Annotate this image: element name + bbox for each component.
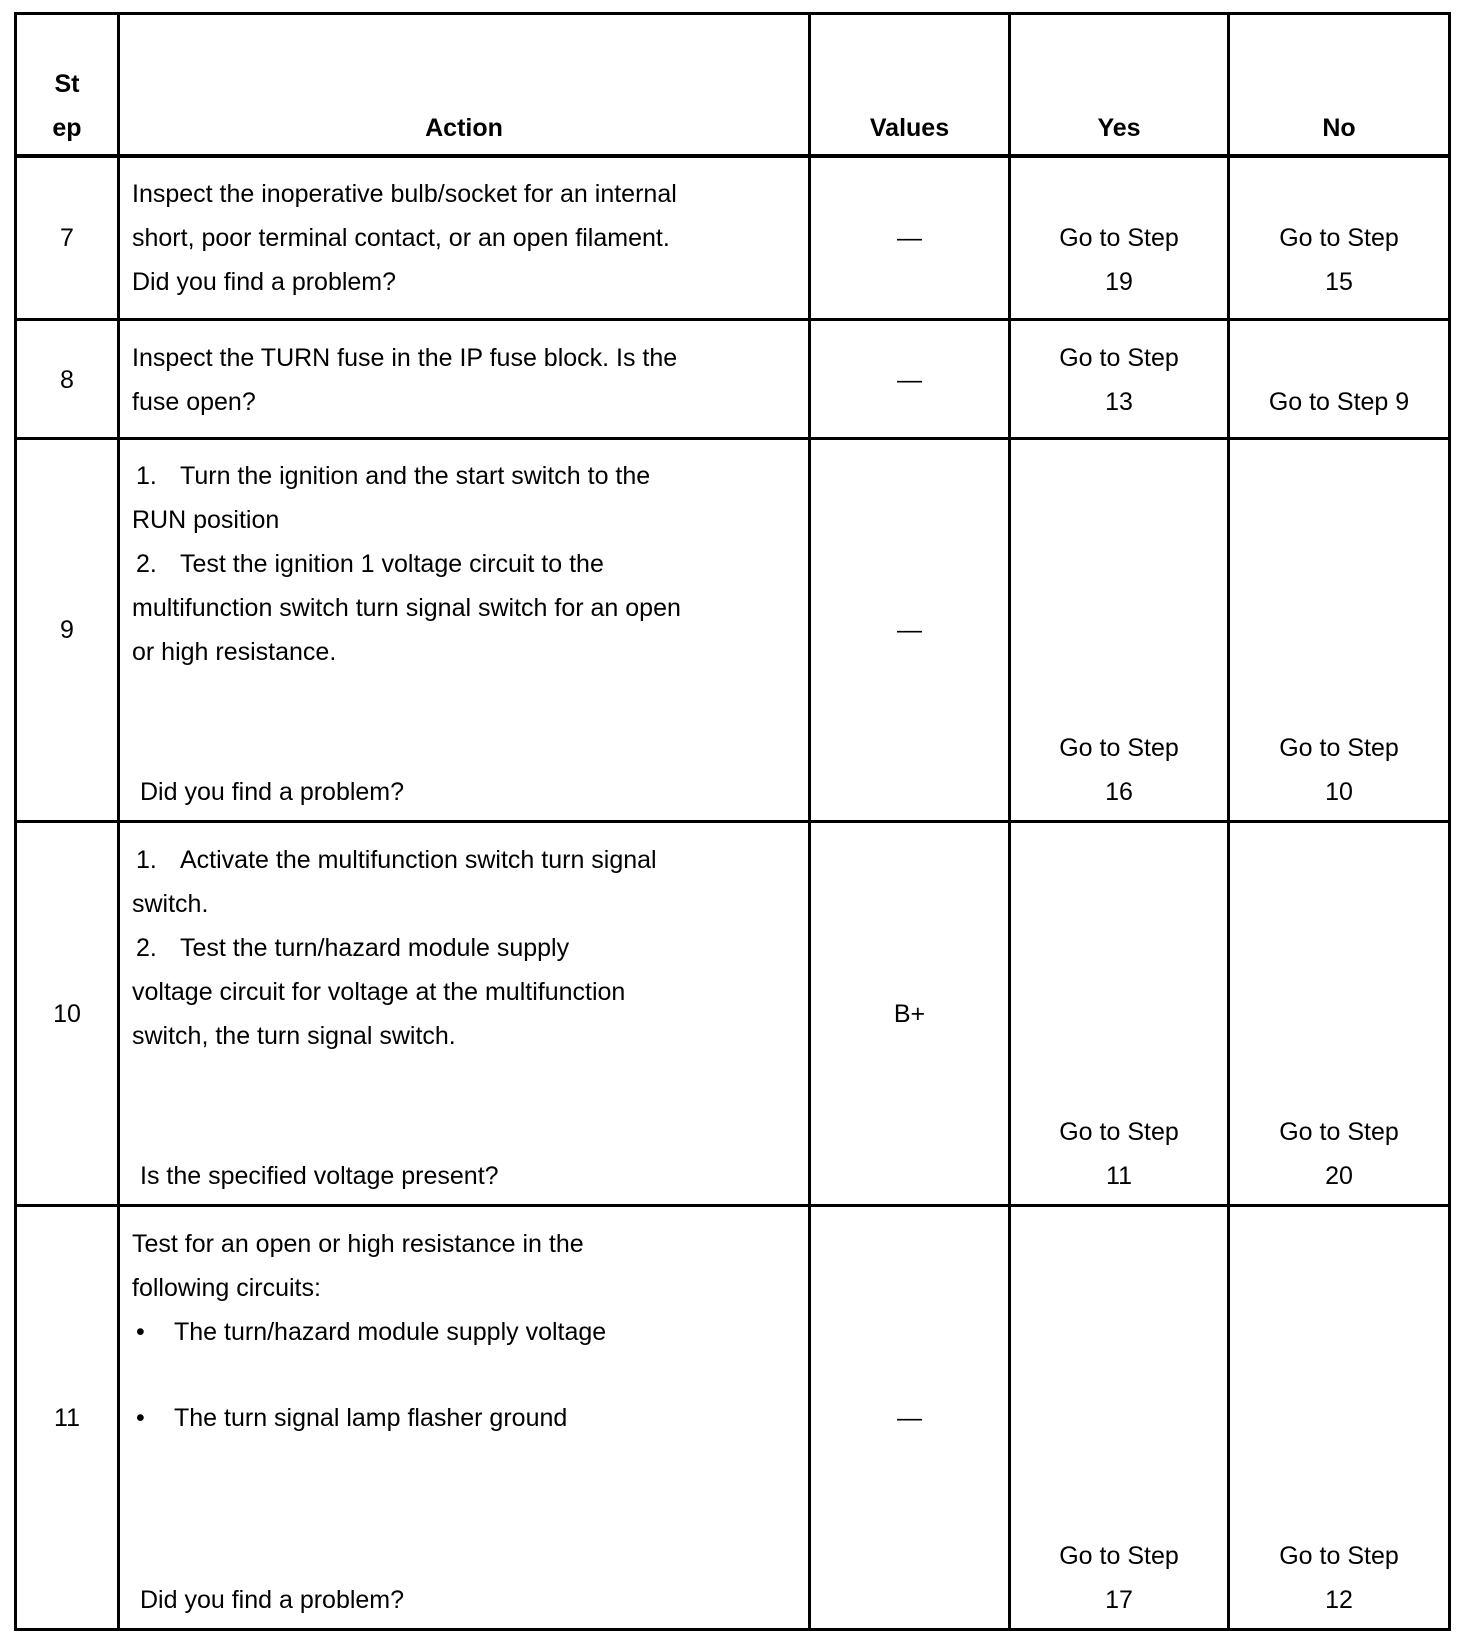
value-cell: —: [897, 616, 922, 644]
yes-cell: Go to Step 17: [1059, 1542, 1179, 1614]
action-text: Inspect the TURN fuse in the IP fuse block. Is the fuse open?: [132, 344, 678, 416]
grid-line: [14, 820, 1451, 823]
yes-cell: Go to Step 16: [1059, 734, 1179, 806]
grid-line: [14, 437, 1451, 440]
action-step-2: 2. Test the turn/hazard module supply: [136, 934, 570, 962]
step-number: 8: [60, 366, 74, 394]
yes-cell: Go to Step 19: [1059, 224, 1179, 296]
no-cell: Go to Step 15: [1279, 224, 1399, 296]
yes-cell: Go to Step 11: [1059, 1118, 1179, 1190]
action-text: 1. Activate the multifunction switch turn signal switch. 2. Test the turn/hazard module supply voltage circuit for voltage at the multifunction switch, the turn signal switch.: [132, 838, 812, 1058]
action-step-1: 1. Activate the multifunction switch turn signal: [136, 846, 657, 874]
no-cell: Go to Step 12: [1279, 1542, 1399, 1614]
action-text: Test for an open or high resistance in the following circuits:: [132, 1230, 584, 1302]
action-step-1: 1. Turn the ignition and the start switch to the: [136, 462, 651, 490]
action-step-2: 2. Test the ignition 1 voltage circuit to the: [136, 550, 604, 578]
header-no: No: [1322, 114, 1356, 142]
yes-cell: Go to Step 13: [1059, 344, 1179, 416]
action-question: Is the specified voltage present?: [140, 1162, 499, 1190]
bullet-icon: •: [136, 1318, 145, 1346]
action-question: Did you find a problem?: [140, 1586, 405, 1614]
value-cell: —: [897, 366, 922, 394]
grid-line: [14, 318, 1451, 321]
diagnostic-table: [14, 12, 1451, 1631]
grid-line: [14, 12, 1451, 15]
grid-line: [14, 1628, 1451, 1631]
action-question: Did you find a problem?: [140, 778, 405, 806]
step-number: 11: [54, 1404, 80, 1432]
no-cell: Go to Step 20: [1279, 1118, 1399, 1190]
action-text: Inspect the inoperative bulb/socket for an internal short, poor terminal contact, or an open filament. Did you find a problem?: [132, 180, 677, 296]
no-cell: Go to Step 10: [1279, 734, 1399, 806]
no-cell: Go to Step 9: [1268, 388, 1410, 416]
action-text: 1. Turn the ignition and the start switch to the RUN position 2. Test the ignition 1 voltage circuit to the multifunction switch turn signal switch for an open or high resistance.: [132, 454, 812, 674]
header-action: Action: [425, 114, 503, 142]
step-number: 7: [60, 224, 74, 252]
grid-line: [14, 1204, 1451, 1207]
bullet-item: • The turn/hazard module supply voltage: [132, 1310, 812, 1354]
header-values: Values: [869, 114, 950, 142]
header-yes: Yes: [1097, 114, 1141, 142]
value-cell: B+: [893, 1000, 926, 1028]
step-number: 9: [60, 616, 74, 644]
bullet-icon: •: [136, 1404, 145, 1432]
value-cell: —: [897, 1404, 922, 1432]
bullet-item: • The turn signal lamp flasher ground: [132, 1396, 812, 1440]
value-cell: —: [897, 224, 922, 252]
grid-line: [14, 154, 1451, 158]
step-number: 10: [53, 1000, 81, 1028]
header-step: St ep: [52, 70, 82, 142]
